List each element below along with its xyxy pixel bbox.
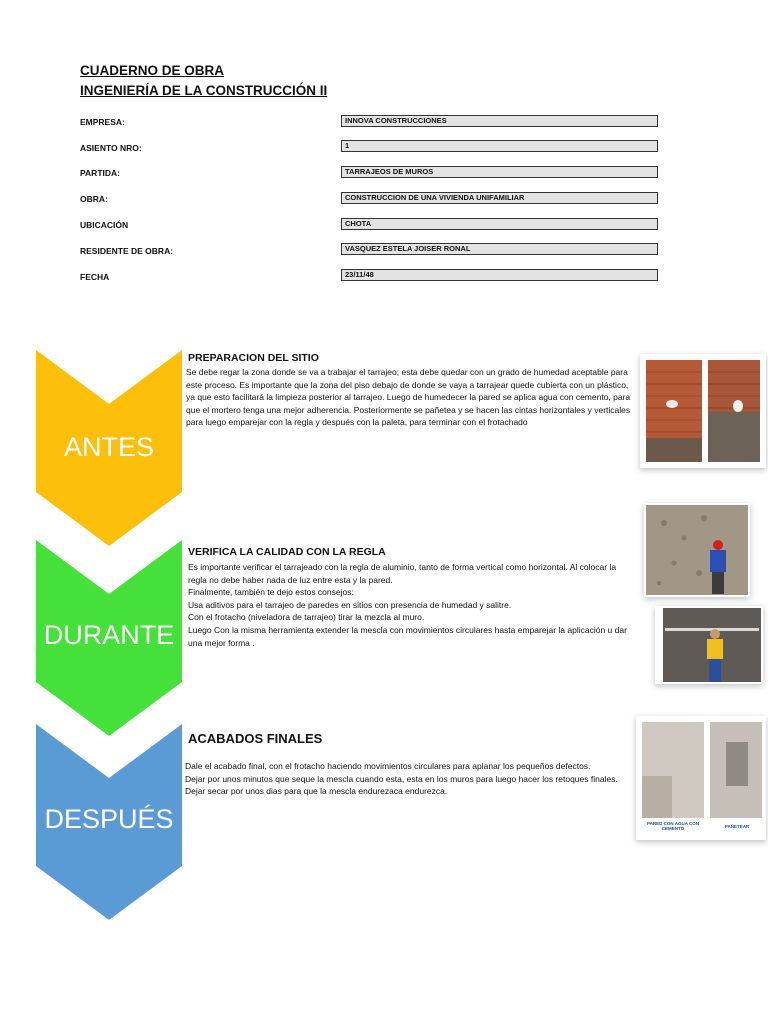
- field-value-empresa: INNOVA CONSTRUCCIONES: [341, 115, 658, 127]
- chevron-durante: [36, 540, 182, 736]
- photo-caption-left: PARED CON AGUA CON CEMENTO: [646, 821, 700, 831]
- field-value-ubicacion: CHOTA: [341, 218, 658, 230]
- field-value-asiento: 1: [341, 140, 658, 152]
- field-label-obra: OBRA:: [80, 194, 108, 204]
- field-value-partida: TARRAJEOS DE MUROS: [341, 166, 658, 178]
- field-value-residente: VASQUEZ ESTELA JOISER RONAL: [341, 243, 658, 255]
- field-label-residente: RESIDENTE DE OBRA:: [80, 246, 174, 256]
- field-label-asiento: ASIENTO NRO:: [80, 143, 142, 153]
- section-line: Luego Con la misma herramienta extender la mescla con movimientos circulares hasta emparejar la aplicación u dar una mejor forma .: [188, 624, 627, 648]
- section-line: Es importante verificar el tarrajeado con la regla de aluminio, tanto de forma vertical como horizontal. Al colocar la regla no debe haber nada de luz entre esta y la pared.: [188, 562, 617, 585]
- chevron-antes: [36, 350, 182, 546]
- section-text: Se debe regar la zona donde se va a trabajar el tarrajeo; esta debe quedar con un grado de humedad aceptable para este proceso. Es importante que la zona del piso debajo de donde se vaya a tarrajear quede cubierta con un plástico, ya que esto facilitará la limpieza posterior al tarrajeo. Luego de humedecer la pared se aplica agua con cemento, para que el mortero tenga una mejor adherencia. Posteriormente se pañetea y se hacen las cintas horizontales y verticales para luego emparejar con la regla y después con la paleta, para terminar con el frotachado: [186, 367, 631, 428]
- field-label-partida: PARTIDA:: [80, 168, 120, 178]
- section-line: Dejar por unos minutos que seque la mescla cuando esta, esta en los muros para luego hacer los retoques finales.: [185, 773, 618, 784]
- stage-label-durante: DURANTE: [43, 620, 175, 650]
- section-line: Dale el acabado final, con el frotacho haciendo movimientos circulares para aplanar los pequeños defectos.: [185, 761, 591, 771]
- field-label-ubicacion: UBICACIÓN: [80, 220, 129, 230]
- section-line: Usa aditivos para el tarrajeo de paredes en sitios con presencia de humedad y salitre.: [188, 599, 512, 610]
- photo-caption-right: PAÑETEAR: [724, 824, 750, 829]
- section-title-verifica: VERIFICA LA CALIDAD CON LA REGLA: [188, 546, 386, 558]
- section-body-acabados: [185, 760, 625, 798]
- field-value-fecha: 23/11/48: [341, 269, 658, 281]
- photo-wetting-wall: [640, 354, 766, 468]
- document-title: CUADERNO DE OBRA: [80, 63, 225, 78]
- photo-plastering-wall: [644, 503, 750, 597]
- stage-label-despues: DESPUÉS: [44, 804, 174, 834]
- section-body-preparacion: [186, 366, 638, 429]
- document-subtitle: INGENIERÍA DE LA CONSTRUCCIÓN II: [80, 83, 328, 98]
- section-line: Finalmente, también te dejo estos consejos:: [188, 587, 354, 598]
- section-line: Con el frotacho (niveladora de tarrajeo) tirar la mezcla al muro.: [188, 612, 425, 623]
- section-line: Dejar secar por unos dias para que la mescla endurezaca endurezca.: [185, 786, 448, 797]
- section-title-preparacion: PREPARACION DEL SITIO: [188, 352, 319, 364]
- section-body-verifica: [188, 561, 636, 649]
- field-label-fecha: FECHA: [80, 272, 110, 282]
- photo-finishing: [636, 716, 766, 840]
- chevron-despues: [36, 724, 182, 920]
- photo-checking-level: [655, 606, 763, 684]
- field-label-empresa: EMPRESA:: [80, 117, 125, 127]
- stage-label-antes: ANTES: [63, 432, 155, 462]
- section-title-acabados: ACABADOS FINALES: [188, 731, 323, 746]
- field-value-obra: CONSTRUCCION DE UNA VIVIENDA UNIFAMILIAR: [341, 192, 658, 204]
